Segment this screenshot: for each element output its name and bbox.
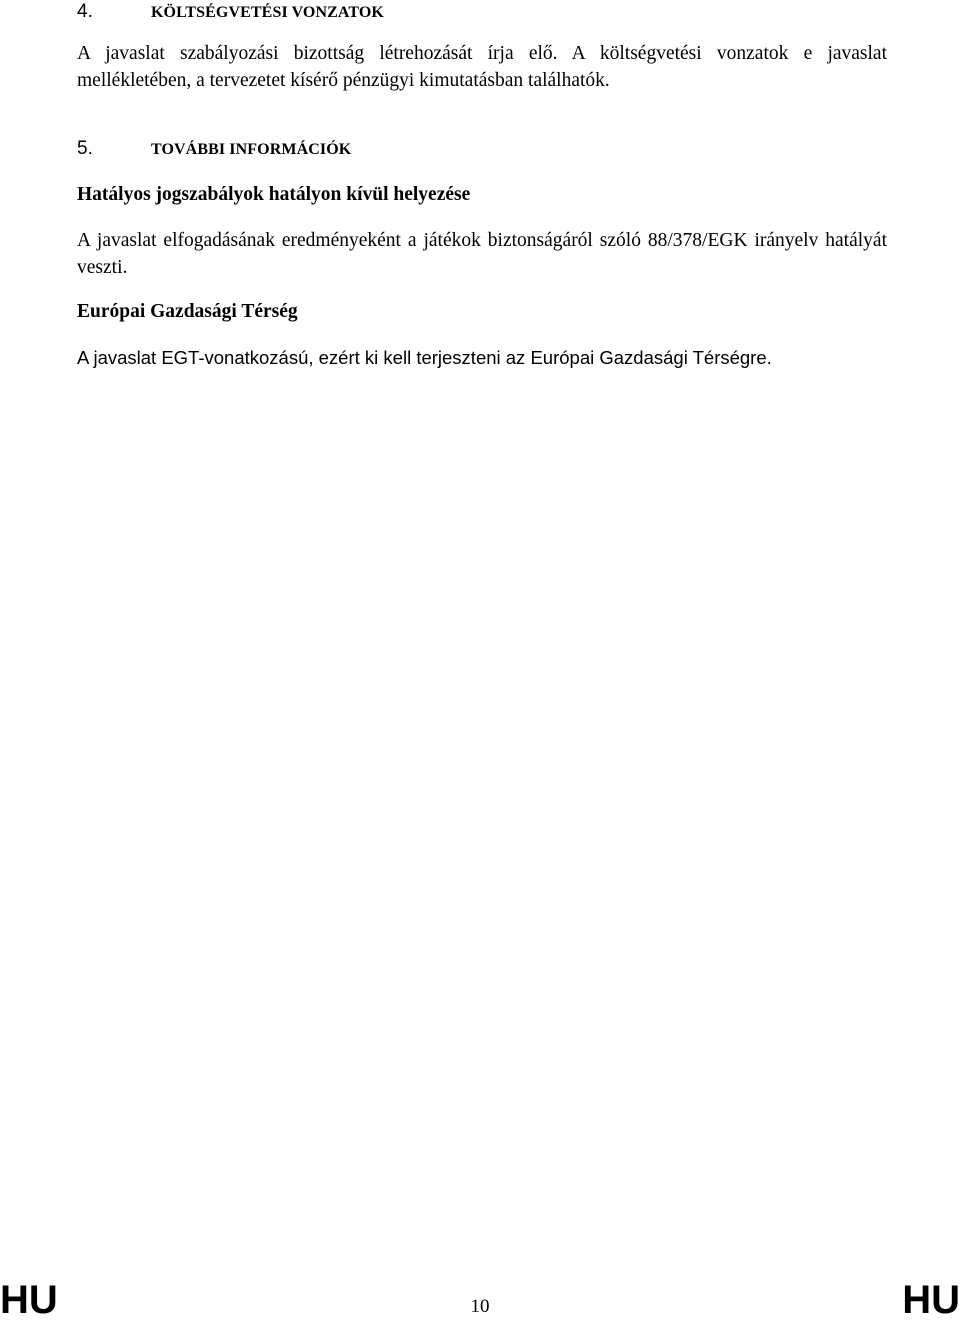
section-5-title: TOVÁBBI INFORMÁCIÓK: [151, 141, 352, 158]
section-4-heading: [77, 0, 384, 24]
repeal-paragraph: A javaslat elfogadásának eredményeként a játékok biztonságáról szóló 88/378/EGK irányelv hatályát veszti.: [77, 230, 887, 278]
section-4-paragraph: A javaslat szabályozási bizottság létrehozását írja elő. A költségvetési vonzatok e javaslat mellékletében, a tervezetet kísérő pénzügyi kimutatásban találhatók.: [77, 43, 887, 91]
section-5-heading: [77, 137, 351, 161]
section-4-title: KÖLTSÉGVETÉSI VONZATOK: [151, 4, 384, 21]
footer-language-right: HU: [902, 1278, 960, 1322]
page-number: 10: [470, 1296, 490, 1317]
eea-heading: Európai Gazdasági Térség: [77, 301, 298, 322]
repeal-heading: Hatályos jogszabályok hatályon kívül helyezése: [77, 184, 471, 205]
eea-paragraph: A javaslat EGT-vonatkozású, ezért ki kell terjeszteni az Európai Gazdasági Térségre.: [77, 347, 772, 368]
section-5-number: 5.: [77, 138, 93, 159]
footer-language-left: HU: [0, 1278, 58, 1322]
section-4-number: 4.: [77, 1, 93, 22]
